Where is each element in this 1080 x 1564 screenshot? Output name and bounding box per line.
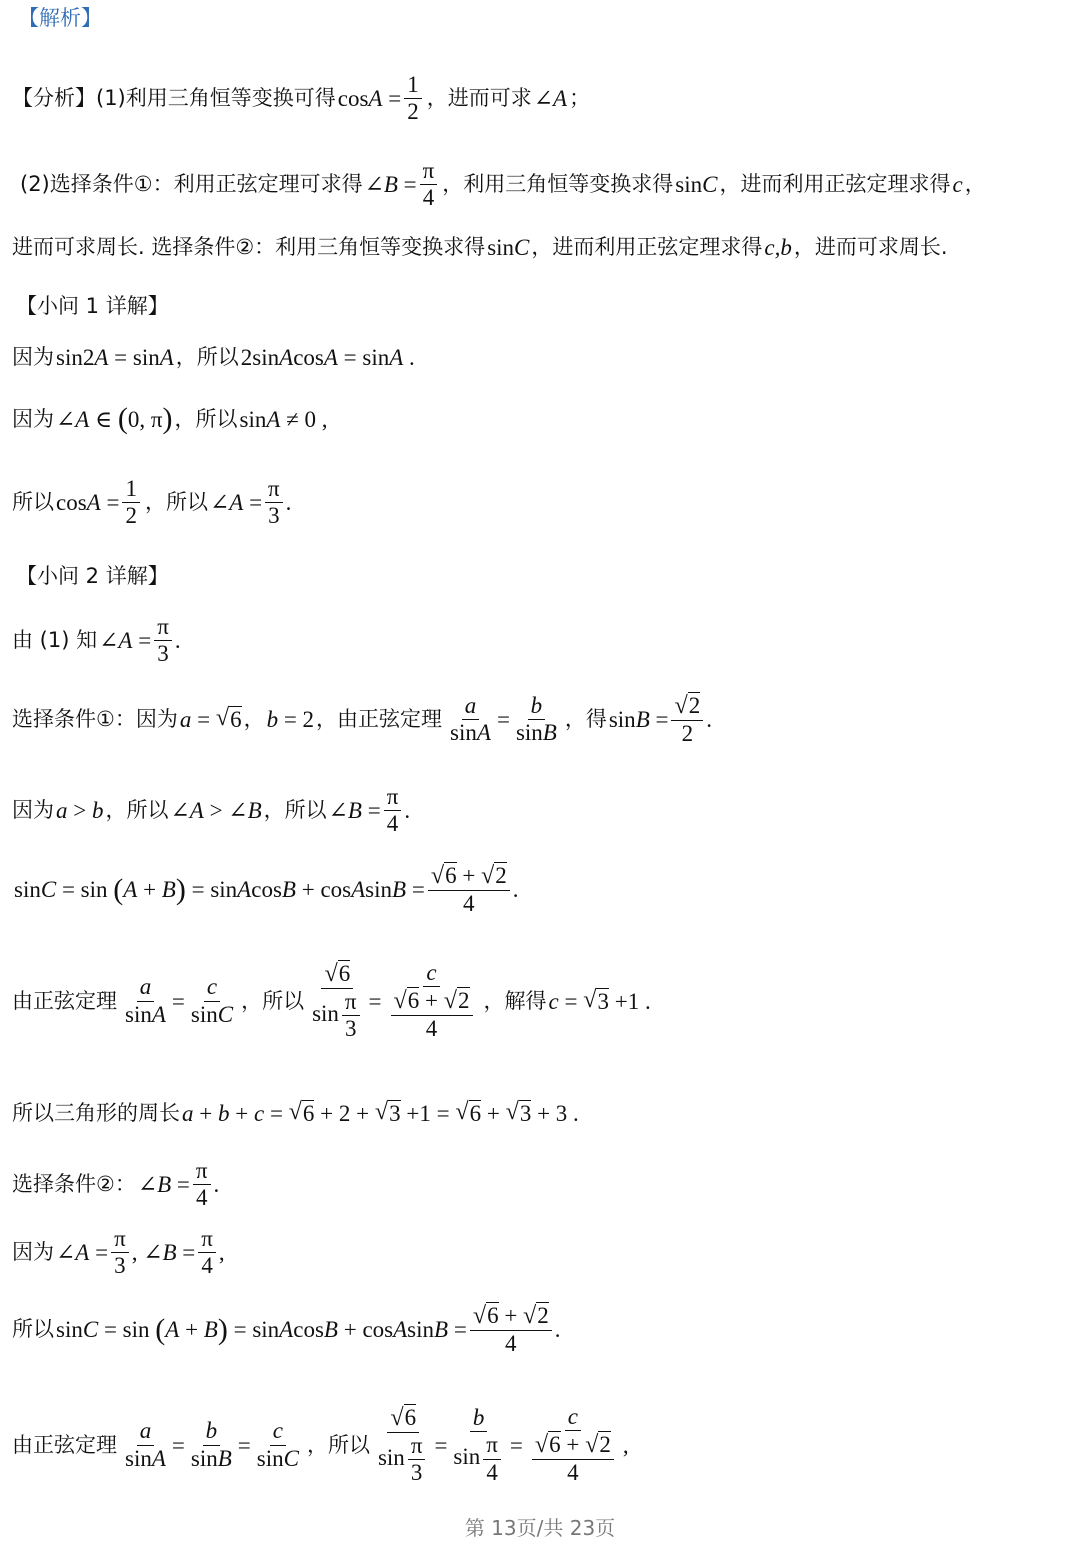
formula: cos A = $\frac{1}{2}$ xyxy=(338,72,425,126)
q1-line-2 xyxy=(12,404,330,434)
formula: b = 2 xyxy=(266,707,315,733)
text: ，由正弦定理 xyxy=(316,707,443,732)
formula: $\frac{a}{\sin A}$ = $\frac{b}{\sin B}$ xyxy=(450,692,557,746)
analysis-text: ，进而利用正弦定理求得 xyxy=(719,172,951,197)
q2-cond2-line-3 xyxy=(12,1302,563,1357)
page-footer: 第 13页/共 23页 xyxy=(464,1516,616,1540)
q2-line-1 xyxy=(12,614,183,668)
formula: ∠ B = $\frac{\pi}{4}$ . xyxy=(328,784,411,837)
formula: 2sin A cos A = sin A . xyxy=(240,345,415,370)
q2-cond2-line-1 xyxy=(12,1158,221,1212)
formula: a > b xyxy=(56,798,104,824)
formula: sin C xyxy=(675,172,718,198)
text: ，所以 xyxy=(306,1432,370,1457)
text: ，所以 xyxy=(241,988,305,1013)
formula: a = √ 6 xyxy=(179,704,242,733)
formula: ∠ A ∈ ( 0, π ) xyxy=(56,402,173,435)
text: 因为 xyxy=(12,406,54,431)
formula: ∠ A = $\frac{\pi}{3}$ . xyxy=(209,476,292,529)
q1-heading: 【小问 1 详解】 xyxy=(16,294,169,318)
formula: √ 6 sin $\frac{\pi}{3}$ = b sin $\frac{\pi}{4}$ = c √ 6 + √ 2 4 , xyxy=(377,1404,629,1486)
analysis-line-1: 【分析】(1)利用三角恒等变换可得 cos A = $\frac{1}{2}$ ，进而可求 ∠ A ； xyxy=(12,72,591,125)
text: 所以 xyxy=(12,490,54,515)
formula: a + b + c = √ 6 + 2 + √ 3 +1 = √ 6 + √ 3 + 3 . xyxy=(182,1098,579,1126)
formula: c xyxy=(952,172,963,198)
analysis-text: 进而可求周长. 选择条件②：利用三角恒等变换求得 xyxy=(12,235,486,259)
formula: c = √ 3 +1 . xyxy=(548,986,651,1015)
q2-cond2-line-4 xyxy=(12,1404,631,1487)
formula: ∠ A = $\frac{\pi}{3}$ , ∠ B = $\frac{\pi}{4}$ , xyxy=(56,1226,225,1279)
analysis-line-2: (2)选择条件①：利用正弦定理可求得 ∠ B = $\frac{\pi}{4}$ ，利用三角恒等变换求得 sin C ，进而利用正弦定理求得 c ， xyxy=(20,158,986,211)
q2-cond1-line-4 xyxy=(12,960,653,1043)
text: ，所以 xyxy=(144,490,208,515)
text: ，所以 xyxy=(174,406,238,431)
formula: sin A ≠ 0 , xyxy=(239,406,328,432)
formula: ∠ A xyxy=(533,86,568,112)
formula: $\frac{a}{\sin A}$ = $\frac{c}{\sin C}$ xyxy=(125,974,234,1027)
text: 所以三角形的周长 xyxy=(12,1100,180,1125)
formula: ∠ A = $\frac{\pi}{3}$ . xyxy=(99,614,181,667)
analysis-text: ，进而可求周长. xyxy=(793,235,948,259)
analysis-text: ，进而可求 xyxy=(426,86,532,111)
analysis-text: ，进而利用正弦定理求得 xyxy=(531,235,763,259)
formula: sin C xyxy=(487,235,530,260)
formula: sin C = sin ( A + B ) = sin A cos B + cos A sin B = √ 6 + √ 2 4 . xyxy=(14,862,519,916)
q2-cond1-line-5 xyxy=(12,1100,581,1126)
text: 由正弦定理 xyxy=(12,1432,117,1457)
q2-cond1-line-3 xyxy=(12,862,521,917)
text: 选择条件②： xyxy=(12,1172,136,1197)
text: 因为 xyxy=(12,1240,54,1265)
formula: ∠ B = $\frac{\pi}{4}$ xyxy=(365,158,441,212)
text: 选择条件①：因为 xyxy=(12,707,178,732)
formula: sin2 A = sin A xyxy=(56,345,174,370)
q2-cond1-line-1: 选择条件①：因为 a = √ 6 ， b = 2 ，由正弦定理 $\frac{a}{\sin A}$ = $\frac{b}{\sin B}$ ，得 sin B = √ 2 2 . xyxy=(12,692,712,746)
text: ，所以 xyxy=(105,798,169,823)
text: 因为 xyxy=(12,798,54,823)
formula: √ 6 sin $\frac{\pi}{3}$ = c √ 6 + √ 2 4 xyxy=(306,960,481,1043)
analysis-text: ，利用三角恒等变换求得 xyxy=(442,172,674,197)
q1-line-1 xyxy=(12,346,417,369)
text: ，得 xyxy=(564,707,607,732)
text: ，所以 xyxy=(175,345,239,369)
formula: $\frac{a}{\sin A}$ = $\frac{b}{\sin B}$ = $\frac{c}{\sin C}$ xyxy=(125,1418,299,1471)
formula: cos A = $\frac{1}{2}$ xyxy=(56,476,143,530)
formula: c,b xyxy=(764,235,792,260)
formula: ∠ B = $\frac{\pi}{4}$ . xyxy=(137,1158,220,1211)
jiexi-heading: 【解析】 xyxy=(18,6,102,30)
q2-cond2-line-2 xyxy=(12,1226,227,1280)
text: ，解得 xyxy=(483,988,547,1013)
analysis-text: 【分析】(1)利用三角恒等变换可得 xyxy=(12,86,336,111)
q2-cond1-line-2 xyxy=(12,784,412,838)
q1-line-3 xyxy=(12,476,293,530)
formula: sin B = √ 2 2 . xyxy=(608,692,712,746)
q2-heading: 【小问 2 详解】 xyxy=(16,564,169,588)
text: 由正弦定理 xyxy=(12,988,117,1013)
analysis-text: (2)选择条件①：利用正弦定理可求得 xyxy=(20,172,363,197)
analysis-line-3 xyxy=(12,236,948,259)
text: 因为 xyxy=(12,345,54,369)
text: 所以 xyxy=(12,1317,54,1342)
text: ，所以 xyxy=(263,798,327,823)
formula: ∠ A > ∠ B xyxy=(170,798,262,824)
text: 由 (1) 知 xyxy=(12,628,98,653)
formula: sin C = sin ( A + B ) = sin A cos B + cos A sin B = √ 6 + √ 2 4 . xyxy=(56,1302,561,1356)
